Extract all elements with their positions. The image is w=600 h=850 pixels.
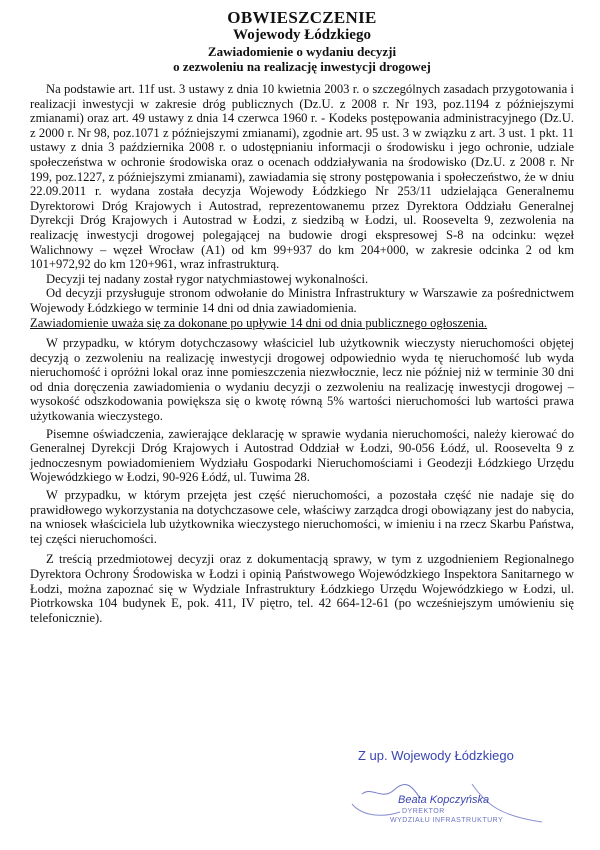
notice-header: [30, 8, 574, 74]
paragraph-legal-basis: Na podstawie art. 11f ust. 3 ustawy z dnia 10 kwietnia 2003 r. o szczególnych zasadach przygotowania i realizacji inwestycji w zakresie dróg publicznych (Dz.U. z 2008 r. Nr 193, poz.1194 z późniejszymi zmianami) oraz art. 49 ustawy z dnia 14 czerwca 1960 r. - Kodeks postępowania administracyjnego (Dz.U. z 2000 r. Nr 98, poz.1071 z późniejszymi zmianami), zgodnie art. 95 ust. 3 w związku z art. 3 ust. 1 pkt. 11 ustawy z dnia 3 października 2008 r. o udostępnianiu informacji o środowisku i jego ochronie, udziale społeczeństwa w ochronie środowiska oraz o ocenach oddziaływania na środowisko (Dz.U. z 2008 r. Nr 199, poz.1227, z późniejszymi zmianami), zawiadamia się strony postępowania i społeczeństwo, że w dniu 22.09.2011 r. wydana została decyzja Wojewody Łódzkiego Nr 253/11 udzielająca Generalnemu Dyrektorowi Dróg Krajowych i Autostrad, reprezentowanemu przez Dyrektora Oddziału Generalnej Dyrekcji Dróg Krajowych i Autostrad w Łodzi, z siedzibą w Łodzi, ul. Roosevelta 9, zezwolenia na realizację inwestycji drogowej polegającej na budowie drogi ekspresowej S-8 na odcinku: węzeł Walichnowy – węzeł Wrocław (A1) od km 99+937 do km 204+000, w zakresie odcinka 2 od km 101+972,92 do km 120+961, wraz infrastrukturą.: [30, 82, 574, 272]
signature-block: [342, 746, 582, 846]
paragraph-documentation: Z treścią przedmiotowej decyzji oraz z dokumentacją sprawy, w tym z uzgodnieniem Regionalnego Dyrektora Ochrony Środowiska w Łodzi i opinią Państwowego Wojewódzkiego Inspektora Sanitarnego w Łodzi, można zapoznać się w Wydziale Infrastruktury Łódzkiego Urzędu Wojewódzkiego w Łodzi, ul. Piotrkowska 104 budynek E, pok. 411, IV piętro, tel. 42 664-12-61 (po wcześniejszym umówieniu się telefonicznie).: [30, 552, 574, 625]
paragraph-appeal: Od decyzji przysługuje stronom odwołanie do Ministra Infrastruktury w Warszawie za pośrednictwem Wojewody Łódzkiego w terminie 14 dni od dnia zawiadomienia.: [30, 286, 574, 315]
paragraph-delivery-date: Zawiadomienie uważa się za dokonane po upływie 14 dni od dnia publicznego ogłoszenia.: [30, 315, 488, 330]
paragraph-declarations: Pisemne oświadczenia, zawierające deklarację w sprawie wydania nieruchomości, należy kierować do Generalnej Dyrekcji Dróg Krajowych i Autostrad Oddział w Łodzi, 90-056 Łódź, ul. Roosevelta 9 z jednoczesnym powiadomieniem Wydziału Gospodarki Nieruchomościami i Geodezji Łódzkiego Urzędu Wojewódzkiego w Łodzi, 90-926 Łódź, ul. Tuwima 28.: [30, 426, 574, 485]
notice-body: [30, 82, 574, 625]
signature-name: Beata Kopczyńska: [398, 794, 490, 806]
paragraph-compensation: W przypadku, w którym dotychczasowy właściciel lub użytkownik wieczysty nieruchomości objętej decyzją o zezwoleniu na realizację inwestycji drogowej odpowiednio wyda tę nieruchomość lub wyda nieruchomość i opróżni lokal oraz inne pomieszczenia niezwłocznie, lecz nie później niż w terminie 30 dni od dnia doręczenia zawiadomienia o wydaniu decyzji o zezwoleniu na realizację inwestycji drogowej – wysokość odszkodowania powiększa się o kwotę równą 5% wartości nieruchomości lub wartości prawa użytkowania wieczystego.: [30, 336, 574, 424]
stamp-department: WYDZIAŁU INFRASTRUKTURY: [390, 817, 504, 824]
paragraph-enforceability: Decyzji tej nadany został rygor natychmiastowej wykonalności.: [46, 271, 369, 286]
paragraph-partial-acquisition: W przypadku, w którym przejęta jest część nieruchomości, a pozostała część nie nadaje się do prawidłowego wykorzystania na dotychczasowe cele, właściwy zarządca drogi obowiązany jest do nabycia, na wniosek właściciela lub użytkownika wieczystego nieruchomości, w imieniu i na rzecz Skarbu Państwa, tej części nieruchomości.: [30, 488, 574, 546]
stamp-title: DYREKTOR: [402, 808, 445, 815]
notice-title: OBWIESZCZENIE: [227, 8, 377, 27]
notice-issuer: Wojewody Łódzkiego: [233, 27, 371, 43]
notice-subject-line-1: Zawiadomienie o wydaniu decyzji: [207, 44, 397, 59]
signature-authority: Z up. Wojewody Łódzkiego: [358, 748, 514, 763]
notice-subject-line-2: o zezwoleniu na realizację inwestycji drogowej: [173, 59, 431, 74]
